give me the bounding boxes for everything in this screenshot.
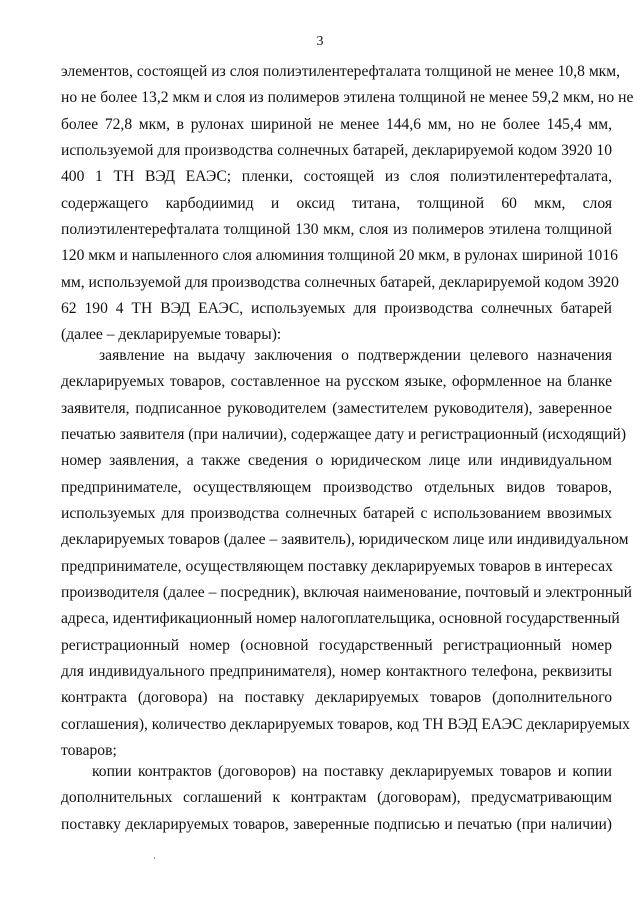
text-line: полиэтилентерефталата толщиной 130 мкм, слоя из полимеров этилена толщиной (61, 221, 612, 239)
text-line: (далее – декларируемые товары): (61, 326, 282, 344)
paragraph-2 (61, 343, 633, 765)
text-line: заявление на выдачу заключения о подтверждении целевого назначения (99, 347, 612, 364)
paragraph-3 (61, 759, 612, 838)
text-line: элементов, состоящей из слоя полиэтилентерефталата толщиной не менее 10,8 мкм, (61, 63, 621, 80)
text-line: но не более 13,2 мкм и слоя из полимеров этилена толщиной не менее 59,2 мкм, но не (61, 89, 634, 107)
text-line: номер заявления, а также сведения о юридическом лице или индивидуальном (61, 452, 612, 470)
text-line: предпринимателе, осуществляющем производство отдельных видов товаров, (61, 478, 612, 496)
text-line: печатью заявителя (при наличии), содержащее дату и регистрационный (исходящий) (61, 426, 627, 444)
text-line: дополнительных соглашений к контрактам (договорам), предусматривающим (61, 789, 612, 807)
text-line: мм, используемой для производства солнечных батарей, декларируемой кодом 3920 (61, 273, 619, 291)
text-line: декларируемых товаров (далее – заявитель), юридическом лице или индивидуальном (61, 531, 629, 549)
text-line: используемых для производства солнечных батарей с использованием ввозимых (61, 505, 612, 523)
paragraph-1 (61, 59, 634, 349)
text-line: 400 1 ТН ВЭД ЕАЭС; пленки, состоящей из слоя полиэтилентерефталата, (61, 168, 612, 186)
text-line: для индивидуального предпринимателя), номер контактного телефона, реквизиты (61, 663, 612, 681)
text-line: регистрационный номер (основной государственный регистрационный номер (61, 636, 612, 654)
text-line: содержащего карбодиимид и оксид титана, толщиной 60 мкм, слоя (61, 194, 612, 212)
text-line: соглашения), количество декларируемых товаров, код ТН ВЭД ЕАЭС декларируемых (61, 715, 630, 733)
text-line: товаров; (61, 742, 117, 760)
page-number: 3 (316, 34, 324, 49)
text-line: копии контрактов (договоров) на поставку декларируемых товаров и копии (92, 763, 612, 780)
text-line: 120 мкм и напыленного слоя алюминия толщиной 20 мкм, в рулонах шириной 1016 (61, 247, 618, 265)
text-line: используемой для производства солнечных батарей, декларируемой кодом 3920 10 (61, 142, 612, 160)
text-line: адреса, идентификационный номер налогоплательщика, основной государственный (61, 610, 620, 628)
text-line: 62 190 4 ТН ВЭД ЕАЭС, используемых для производства солнечных батарей (61, 300, 612, 318)
text-line: декларируемых товаров, составленное на русском языке, оформленное на бланке (61, 373, 612, 391)
text-line: заявителя, подписанное руководителем (заместителем руководителя), заверенное (61, 399, 612, 417)
text-line: производителя (далее – посредник), включая наименование, почтовый и электронный (61, 584, 633, 602)
text-line: предпринимателе, осуществляющем поставку декларируемых товаров в интересах (61, 557, 613, 575)
text-line: контракта (договора) на поставку декларируемых товаров (дополнительного (61, 689, 612, 707)
text-line: более 72,8 мкм, в рулонах шириной не менее 144,6 мм, но не более 145,4 мм, (61, 115, 612, 133)
scan-speck (154, 857, 155, 859)
text-line: поставку декларируемых товаров, заверенные подписью и печатью (при наличии) (61, 815, 612, 833)
